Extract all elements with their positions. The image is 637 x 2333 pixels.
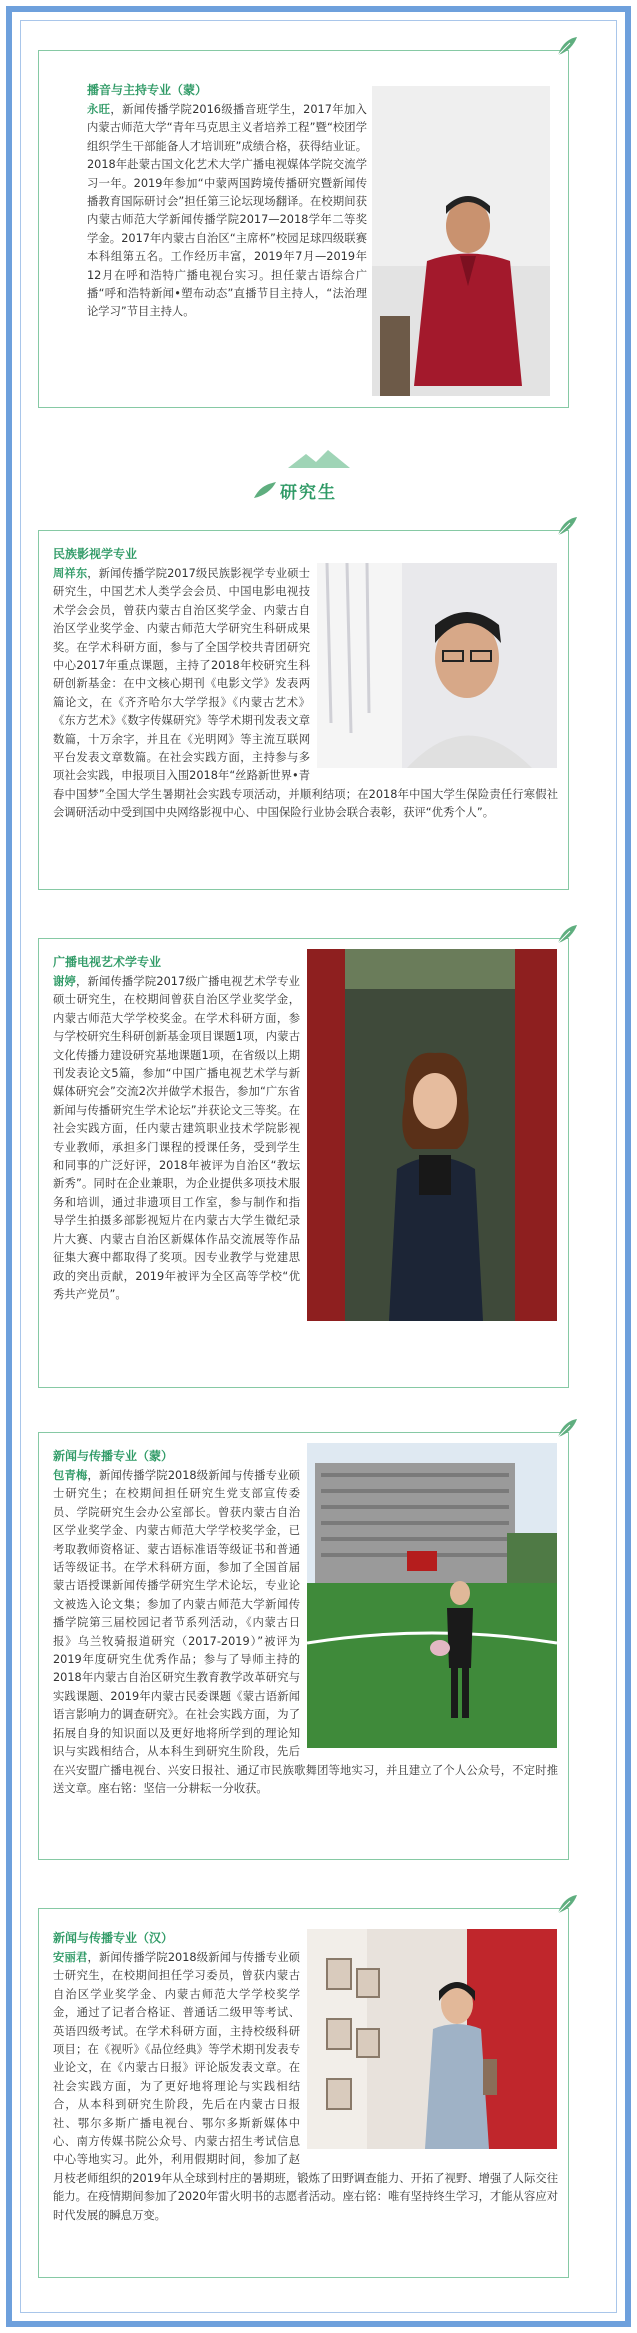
card-heading: 播音与主持专业（蒙） bbox=[87, 83, 208, 97]
profile-card bbox=[38, 1432, 569, 1860]
leaf-icon bbox=[556, 923, 578, 945]
student-bio: ，新闻传播学院2018级新闻与传播专业硕士研究生；在校期间担任研究生党支部宣传委员、学院研究生会办公室部长。曾获内蒙古自治区学业奖学金、内蒙古师范大学学校奖学金，已考取教师资格证、蒙古语标准语等级证书和普通话等级证书。在学术科研方面，参加了全国首届蒙古语授课新闻传播学研究生学术论坛，专业论文被选入论文集；参加了内蒙古师范大学新闻传播学院第三届校园记者节系列活动，《内蒙古日报》乌兰牧骑报道研究（2017-2019）”被评为2019年度研究生优秀作品；参与了导师主持的2018年内蒙古自治区研究生教育教学改革研究与实践课题、2019年内蒙古民委课题《蒙古语新闻语言影响力的调查研究》。在社会实践方面，为了拓展自身的知识面以及更好地将所学到的理论知识与实践相结合，从本科生到研究生阶段，先后在兴安盟广播电视台、兴安日报社、通辽市民族歌舞团等地实习，并且建立了个人公众号，不定时推送文章。座右铭：坚信一分耕耘一分收获。 bbox=[53, 1469, 558, 1795]
student-bio: ，新闻传播学院2016级播音班学生，2017年加入内蒙古师范大学“青年马克思主义者培养工程”暨“校团学组织学生干部能备人才培训班”成绩合格，获得结业证。2018年赴蒙古国文化艺术大学广播电视媒体学院交流学习一年。2019年参加“中蒙两国跨境传播研究暨新闻传播教育国际研讨会”担任第三论坛现场翻译。在校期间获内蒙古师范大学新闻传播学院2017—2018学年二等奖学金。2017年内蒙古自治区“主席杯”校园足球四级联赛本科组第五名。工作经历丰富，2019年7月—2019年12月在呼和浩特广播电视台实习。担任蒙古语综合广播“呼和浩特新闻•塑布动态”直播节目主持人，“法治理论学习”节目主持人。 bbox=[87, 103, 367, 319]
student-photo bbox=[307, 949, 557, 1321]
leaf-icon bbox=[556, 515, 578, 537]
sprig-icon bbox=[252, 480, 278, 500]
leaf-icon bbox=[556, 35, 578, 57]
student-photo bbox=[307, 1443, 557, 1748]
section-header bbox=[0, 450, 637, 530]
student-bio: ，新闻传播学院2017级广播电视艺术学专业硕士研究生，在校期间曾获自治区学业奖学金，内蒙古师范大学学校奖金。在学术科研方面，参与学校研究生科研创新基金项目课题1项，内蒙古文化传播力建设研究基地课题1项，在省级以上期刊发表论文5篇，参加“中国广播电视艺术学与新媒体研究会”交流2次并做学术报告，参加“广东省新闻与传播研究生学术论坛”并获论文三等奖。在社会实践方面，任内蒙古建筑职业技术学院影视专业教师，承担多门课程的授课任务，受到学生和同事的广泛好评，2018年被评为自治区“教坛新秀”。同时在企业兼职，为企业提供多项技术服务和培训，通过非遗项目工作室，参与制作和指导学生拍摄多部影视短片在内蒙古大学生微纪录片大赛、内蒙古自治区新媒体作品交流展等作品征集大赛中都取得了奖项。因专业教学与党建思政的突出贡献，2019年被评为全区高等学校“优秀共产党员”。 bbox=[53, 975, 300, 1301]
section-title: 研究生 bbox=[280, 483, 337, 503]
student-bio: ，新闻传播学院2017级民族影视学专业硕士研究生，中国艺术人类学会会员、中国电影电视技术学会会员，曾获内蒙古自治区奖学金、内蒙古自治区学业奖学金、内蒙古师范大学研究生科研成果奖。在学术科研方面，参与了全国学校共青团研究中心2017年重点课题，主持了2018年校研究生科研创新基金：在中文核心期刊《电影文学》发表两篇论文，在《齐齐哈尔大学学报》《内蒙古艺术》《东方艺术》《数字传媒研究》等学术期刊发表文章数篇，十万余字，并且在《光明网》等主流互联网平台发表文章数篇。在社会实践方面，主持参与多项社会实践，申报项目入围2018年“丝路新世界•青春中国梦”全国大学生暑期社会实践专项活动，并顺利结项；在2018年中国大学生保险责任行寒假社会调研活动中受到国中央网络影视中心、中国保险行业协会联合表彰，获评“优秀个人”。 bbox=[53, 567, 558, 820]
profile-card bbox=[38, 1908, 569, 2278]
profile-card bbox=[38, 530, 569, 890]
leaf-icon bbox=[556, 1893, 578, 1915]
student-name: 周祥东 bbox=[53, 567, 88, 580]
card-heading: 新闻与传播专业（汉） bbox=[53, 1931, 174, 1945]
student-name: 谢婷 bbox=[53, 975, 76, 988]
student-photo bbox=[372, 86, 550, 396]
card-heading: 新闻与传播专业（蒙） bbox=[53, 1449, 174, 1463]
card-heading: 广播电视艺术学专业 bbox=[53, 955, 162, 969]
card-body bbox=[87, 101, 367, 322]
profile-card bbox=[38, 938, 569, 1388]
card-heading: 民族影视学专业 bbox=[53, 547, 138, 561]
student-photo bbox=[307, 1929, 557, 2149]
student-bio: ，新闻传播学院2018级新闻与传播专业硕士研究生，在校期间担任学习委员，曾获内蒙古自治区学业奖学金、内蒙古师范大学学校奖学金，通过了记者合格证、普通话二级甲等考试、英语四级考试。在学术科研方面，主持校级科研项目；在《视听》《品位经典》等学术期刊发表专业论文，在《内蒙古日报》评论版发表文章。在社会实践方面，为了更好地将理论与实践相结合，从本科到研究生阶段，先后在内蒙古日报社、鄂尔多斯广播电视台、鄂尔多斯新媒体中心、南方传媒书院公众号、内蒙古招生考试信息中心等地实习。此外，利用假期时间，参加了赵月枝老师组织的2019年从全球到村庄的暑期班，锻炼了田野调查能力、开拓了视野、增强了人际交往能力。在疫情期间参加了2020年雷火明书的志愿者活动。座右铭：唯有坚持终生学习，才能从容应对时代发展的瞬息万变。 bbox=[53, 1951, 558, 2222]
student-photo bbox=[317, 563, 557, 768]
student-name: 永旺 bbox=[87, 103, 111, 116]
student-name: 安丽君 bbox=[53, 1951, 88, 1964]
mountain-icon bbox=[288, 450, 350, 468]
student-name: 包青梅 bbox=[53, 1469, 88, 1482]
leaf-icon bbox=[556, 1417, 578, 1439]
profile-card bbox=[38, 50, 569, 408]
